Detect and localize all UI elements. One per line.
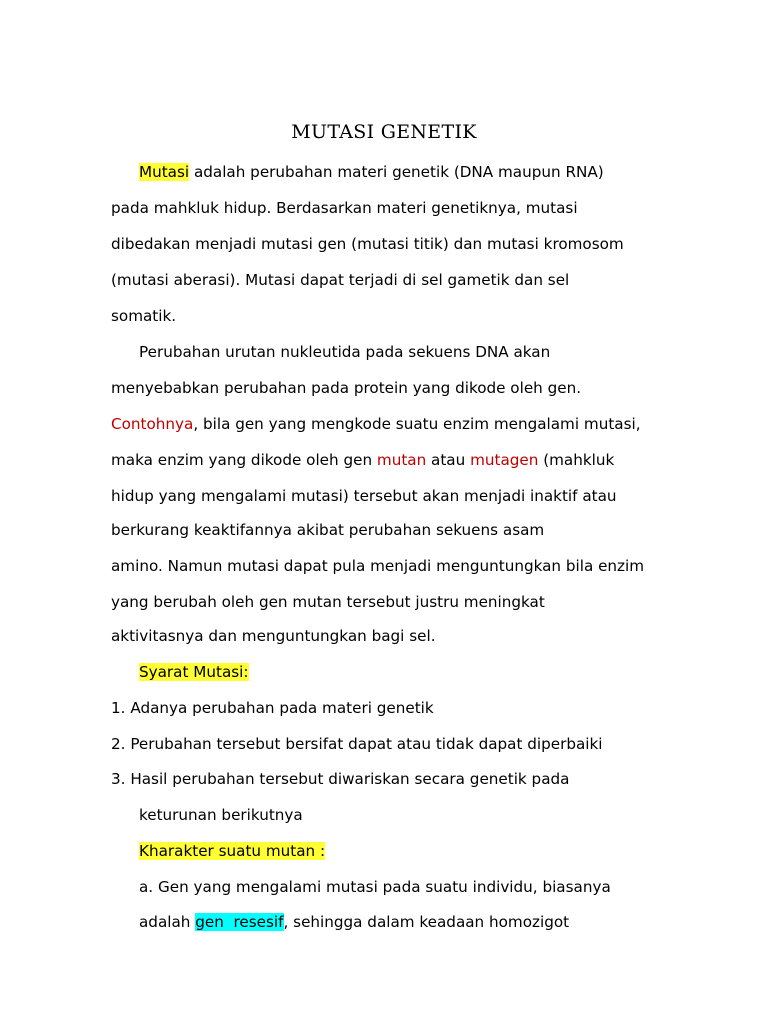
p1-line-4: (mutasi aberasi). Mutasi dapat terjadi di sel gametik dan sel [111, 271, 570, 289]
p2-line-6: berkurang keaktifannya akibat perubahan sekuens asam [111, 521, 545, 539]
syarat-item-1: 1. Adanya perubahan pada materi genetik [111, 699, 434, 717]
kharakter-a-line-1: a. Gen yang mengalami mutasi pada suatu individu, biasanya [139, 878, 611, 896]
p2-line-7: amino. Namun mutasi dapat pula menjadi menguntungkan bila enzim [111, 557, 645, 575]
p1-line-5: somatik. [111, 307, 177, 325]
syarat-heading: Syarat Mutasi: [139, 663, 249, 681]
kharakter-heading: Kharakter suatu mutan : [139, 842, 326, 860]
syarat-item-3: 3. Hasil perubahan tersebut diwariskan secara genetik pada [111, 770, 570, 788]
term-contohnya: Contohnya [111, 415, 194, 433]
p2-line-4: maka enzim yang dikode oleh gen mutan atau mutagen (mahkluk [111, 451, 615, 469]
p2-line-9: aktivitasnya dan menguntungkan bagi sel. [111, 627, 436, 645]
term-mutasi: Mutasi [139, 163, 190, 181]
p1-line-1: Mutasi adalah perubahan materi genetik (DNA maupun RNA) [139, 163, 604, 181]
p2-line-5: hidup yang mengalami mutasi) tersebut akan menjadi inaktif atau [111, 487, 617, 505]
syarat-item-2: 2. Perubahan tersebut bersifat dapat atau tidak dapat diperbaiki [111, 735, 603, 753]
p2-line-2: menyebabkan perubahan pada protein yang dikode oleh gen. [111, 379, 582, 397]
kharakter-a-line-2: adalah gen resesif, sehingga dalam keadaan homozigot [139, 913, 570, 931]
document-title: MUTASI GENETIK [291, 121, 477, 143]
term-gen-resesif: gen resesif [195, 913, 284, 931]
p2-line-3: Contohnya, bila gen yang mengkode suatu enzim mengalami mutasi, [111, 415, 641, 433]
term-mutagen: mutagen [470, 451, 539, 469]
p2-line-1: Perubahan urutan nukleutida pada sekuens DNA akan [139, 343, 551, 361]
syarat-item-3-cont: keturunan berikutnya [139, 806, 303, 824]
p1-line-3: dibedakan menjadi mutasi gen (mutasi titik) dan mutasi kromosom [111, 235, 624, 253]
p1-line-2: pada mahkluk hidup. Berdasarkan materi genetiknya, mutasi [111, 199, 578, 217]
p2-line-8: yang berubah oleh gen mutan tersebut justru meningkat [111, 593, 545, 611]
term-mutan: mutan [376, 451, 427, 469]
